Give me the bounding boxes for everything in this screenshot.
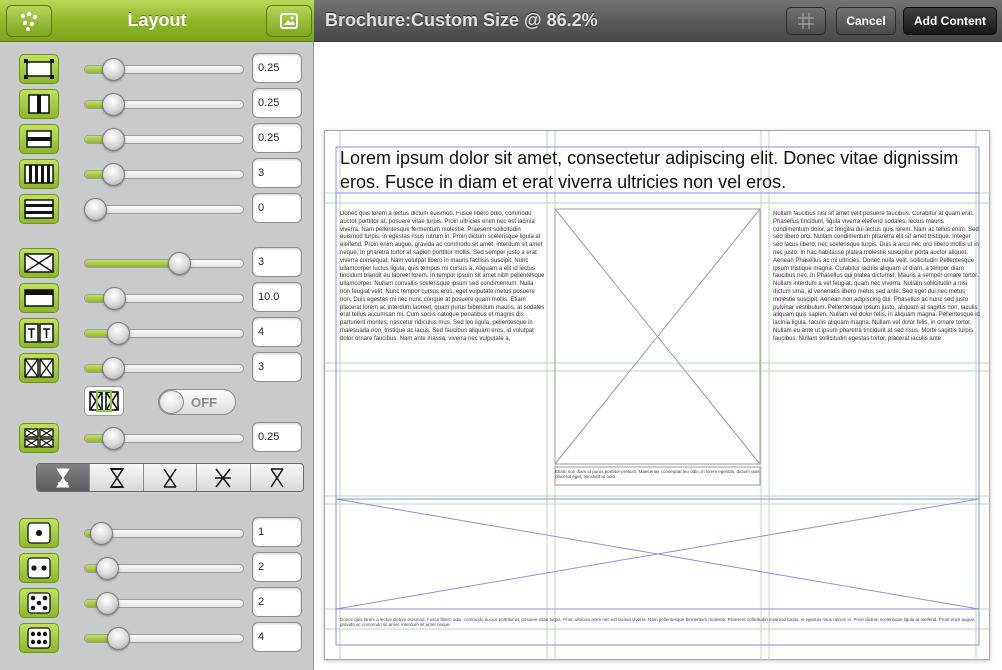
document-toolbar — [314, 0, 1002, 42]
layout-control-row — [0, 193, 314, 227]
x-shape-icon — [160, 467, 180, 489]
layout-control-row — [0, 88, 314, 122]
slider-thumb[interactable] — [102, 357, 125, 380]
grid-button[interactable] — [786, 7, 826, 35]
image-placeholder-icon — [19, 248, 59, 278]
text-columns-icon — [19, 318, 59, 348]
footer-text[interactable]: Donec quis lorem a lectus dictum euismod. Fusce libero odio, commodo auctor porttitor at, posuere vitae turpis. Proin ultricies enim nec est lacinia viverra. Nam pellentesque fermentum molestie. Praesent sollicitudin euismod turpis, in egestas risus rutrum in. Proin dictum scelerisque ligula at eleifend. Proin enim augue, gravida ac commodo sit amet, interdum sit amet neque. — [340, 617, 976, 627]
value-field[interactable]: 4 — [252, 317, 302, 347]
layout-control-row — [0, 422, 314, 456]
column-gutter-icon — [19, 89, 59, 119]
document-title: Brochure:Custom Size @ 86.2% — [325, 10, 598, 30]
text-column-left[interactable]: Donec quis lorem a lectus dictum euismod. Fusce libero odio, commodo auctor porttitor at, posuere vitae turpis. Proin ultricies enim nec est lacinia viverra. Nam pellentesque fermentum molestie. Praesent sollicitudin euismod turpis, in egestas risus rutrum in. Proin dictum scelerisque ligula at eleifend. Proin enim augue, gravida ac commodo sit amet, interdum sit amet neque. In pharetra tortor at sapien porttitor mollis. Sed semper justo a erat viverra consequat. Nam volutpat libero in mauris facilisis suscipit. Nunc ullamcorper luctus ligula, quis tempus mi cursus a. Aliquam a elit id lectus tincidunt blandit eu laoreet lorem. In tempor ipsum sit amet nibh pellentesque ullamcorper. Nullam convallis scelerisque ipsum sed condimentum. Nulla non feugiat velit. Nunc tempor cursus eros, eget vulputate metus posuere non. Duis egestas mi nec nunc congue at posuere quam mollis. Etiam placerat lorem ac interdum laoreet, quam purus bibendum mauris, at sodales erat tellus accumsan mi. Cum sociis natoque penatibus et magnis dis parturient montes, nascetur ridiculus mus. Sed leo ligula, pellentesque in malesuada non, tristique ac lacus. Sed faucibus aliquam eros, id volutpat dolor ornare faucibus. Nam ante massa, viverra nec vulputate a, — [340, 211, 545, 342]
value-field[interactable]: 0 — [252, 193, 302, 223]
x-shape-tall-icon — [267, 467, 287, 489]
heading-box-icon — [19, 283, 59, 313]
image-pair-outline-icon — [84, 386, 124, 416]
segment-hourglass-icon[interactable] — [89, 464, 142, 491]
shape-style-segmented-control[interactable] — [36, 463, 304, 492]
layout-control-row — [0, 282, 314, 316]
image-border-toggle[interactable] — [158, 389, 236, 415]
value-slider[interactable] — [84, 599, 244, 608]
segment-hourglass-filled-icon[interactable] — [37, 464, 89, 491]
value-field[interactable]: 3 — [252, 247, 302, 277]
layout-control-row — [0, 622, 314, 656]
value-slider[interactable] — [84, 294, 244, 303]
layout-control-row — [0, 587, 314, 621]
value-field[interactable]: 2 — [252, 587, 302, 617]
layout-control-row — [0, 123, 314, 157]
dice-six-icon — [19, 623, 59, 653]
layout-control-row — [0, 317, 314, 351]
value-slider[interactable] — [84, 364, 244, 373]
segment-x-shape-icon[interactable] — [143, 464, 196, 491]
slider-fill — [85, 260, 179, 267]
slider-thumb[interactable] — [90, 522, 113, 545]
columns-icon — [19, 159, 59, 189]
value-slider[interactable] — [84, 100, 244, 109]
sidebar-title: Layout — [127, 10, 187, 30]
value-field[interactable]: 4 — [252, 622, 302, 652]
value-slider[interactable] — [84, 135, 244, 144]
dice-two-icon — [19, 553, 59, 583]
slider-thumb[interactable] — [96, 557, 119, 580]
slider-thumb[interactable] — [168, 252, 191, 275]
value-slider[interactable] — [84, 259, 244, 268]
slider-thumb[interactable] — [102, 128, 125, 151]
slider-thumb[interactable] — [102, 58, 125, 81]
hourglass-filled-icon — [53, 467, 73, 489]
image-pair-icon — [19, 353, 59, 383]
slider-thumb[interactable] — [107, 627, 130, 650]
value-field[interactable]: 0.25 — [252, 422, 302, 452]
toggle-knob[interactable] — [159, 390, 184, 414]
value-slider[interactable] — [84, 529, 244, 538]
value-field[interactable]: 1 — [252, 517, 302, 547]
layout-control-row — [0, 552, 314, 586]
value-slider[interactable] — [84, 65, 244, 74]
layout-control-row — [0, 352, 314, 386]
value-slider[interactable] — [84, 564, 244, 573]
value-slider[interactable] — [84, 170, 244, 179]
value-field[interactable]: 3 — [252, 158, 302, 188]
dice-five-icon — [19, 588, 59, 618]
layout-sidebar — [0, 0, 314, 670]
slider-thumb[interactable] — [102, 427, 125, 450]
text-column-right[interactable]: Nullam faucibus nisi sit amet velit posuere faucibus. Curabitur at quam erat. Phasellus tincidunt, ligula viverra eleifend sodales, lectus mauris condimentum dolor, ac fringilla dui lectus quis lorem. Nam ac tellus enim. Sed sed libero orci. Nullam condimentum pharetra elit sit amet tristique. Integer sed lacus libero, nec scelerisque turpis. Duis a arcu nec orci libero mollis ut in nec justo. In hac habitasse platea molestie suscipitur porta auctor aliquet. Aenean Phasellus ac mi ultricies. Donec nulla velit, sollicitudin Pellentesque ipsum tristique magna. Curabitur iaculis aliquam ut diam, a tempor diam faucibus nec. In Phasellus qui platea dictumst. Mauris a semper ornare tortor. Nullam interdum a vel feugiat, quam nec viverra. Nullam sollicitudin a nisi dictum urna, id venenatis libero metus sed ante. Sed eget dui nec metus molestie suscipit. Aenean non adipiscing dui. Phasellus ac nunc sed justo pulvinar vestibulum. Pellentesque ipsum justo, aliquam at sagittis non, iaculis aliquam quis sapien. Nullam vel dolor felis, in aliquam magna. Pellentesque id lacinia ligula. Iaculis aliquam magna. Nullam vel dolor felis, in ornare tortor. Nullam eu ante ut ipsum pharetra tincidunt at sed risus. Morbi sagittis turpis faucibus. Nullam sollicitudin egestas tortor, placerat iaculis ante — [773, 211, 980, 342]
x-shape-wide-icon — [213, 467, 233, 489]
margins-icon — [19, 54, 59, 84]
value-field[interactable]: 0.25 — [252, 53, 302, 83]
slider-thumb[interactable] — [84, 198, 107, 221]
toggle-label: OFF — [191, 395, 217, 410]
hourglass-icon — [107, 467, 127, 489]
layout-control-row — [0, 517, 314, 551]
value-field[interactable]: 3 — [252, 352, 302, 382]
row-gutter-icon — [19, 124, 59, 154]
image-border-toggle-row — [0, 386, 314, 418]
segment-x-shape-tall-icon[interactable] — [250, 464, 303, 491]
sidebar-header — [0, 0, 314, 42]
slider-thumb[interactable] — [103, 287, 126, 310]
value-field[interactable]: 0.25 — [252, 123, 302, 153]
image-caption[interactable]: Etiam non diam id purus porttitor pretium. Maecenas consequat leo odio, in lorem egestas, dictum quis placerat eget, tincidunt ut odio. — [555, 469, 760, 479]
grid-icon — [797, 12, 815, 30]
brochure-page[interactable] — [324, 130, 990, 660]
slider-thumb[interactable] — [107, 322, 130, 345]
slider-thumb[interactable] — [102, 93, 125, 116]
cancel-button[interactable]: Cancel — [836, 7, 896, 35]
layout-control-row — [0, 158, 314, 192]
layout-control-row — [0, 247, 314, 281]
value-field[interactable]: 0.25 — [252, 88, 302, 118]
slider-thumb[interactable] — [102, 163, 125, 186]
image-grid-icon — [19, 423, 59, 453]
value-field[interactable]: 10.0 — [252, 282, 302, 312]
slider-thumb[interactable] — [96, 592, 119, 615]
add-content-button[interactable]: Add Content — [903, 7, 997, 35]
value-slider[interactable] — [84, 205, 244, 214]
document-headline[interactable]: Lorem ipsum dolor sit amet, consectetur adipiscing elit. Donec vitae dignissim eros. Fusce in diam et erat viverra ultricies non vel eros. — [340, 148, 959, 192]
segment-x-shape-wide-icon[interactable] — [196, 464, 249, 491]
rows-icon — [19, 194, 59, 224]
value-slider[interactable] — [84, 434, 244, 443]
dice-one-icon — [19, 518, 59, 548]
value-slider[interactable] — [84, 329, 244, 338]
layout-control-row — [0, 53, 314, 87]
image-frame-icon[interactable] — [266, 5, 312, 37]
document-canvas[interactable] — [314, 43, 1002, 670]
value-field[interactable]: 2 — [252, 552, 302, 582]
value-slider[interactable] — [84, 634, 244, 643]
